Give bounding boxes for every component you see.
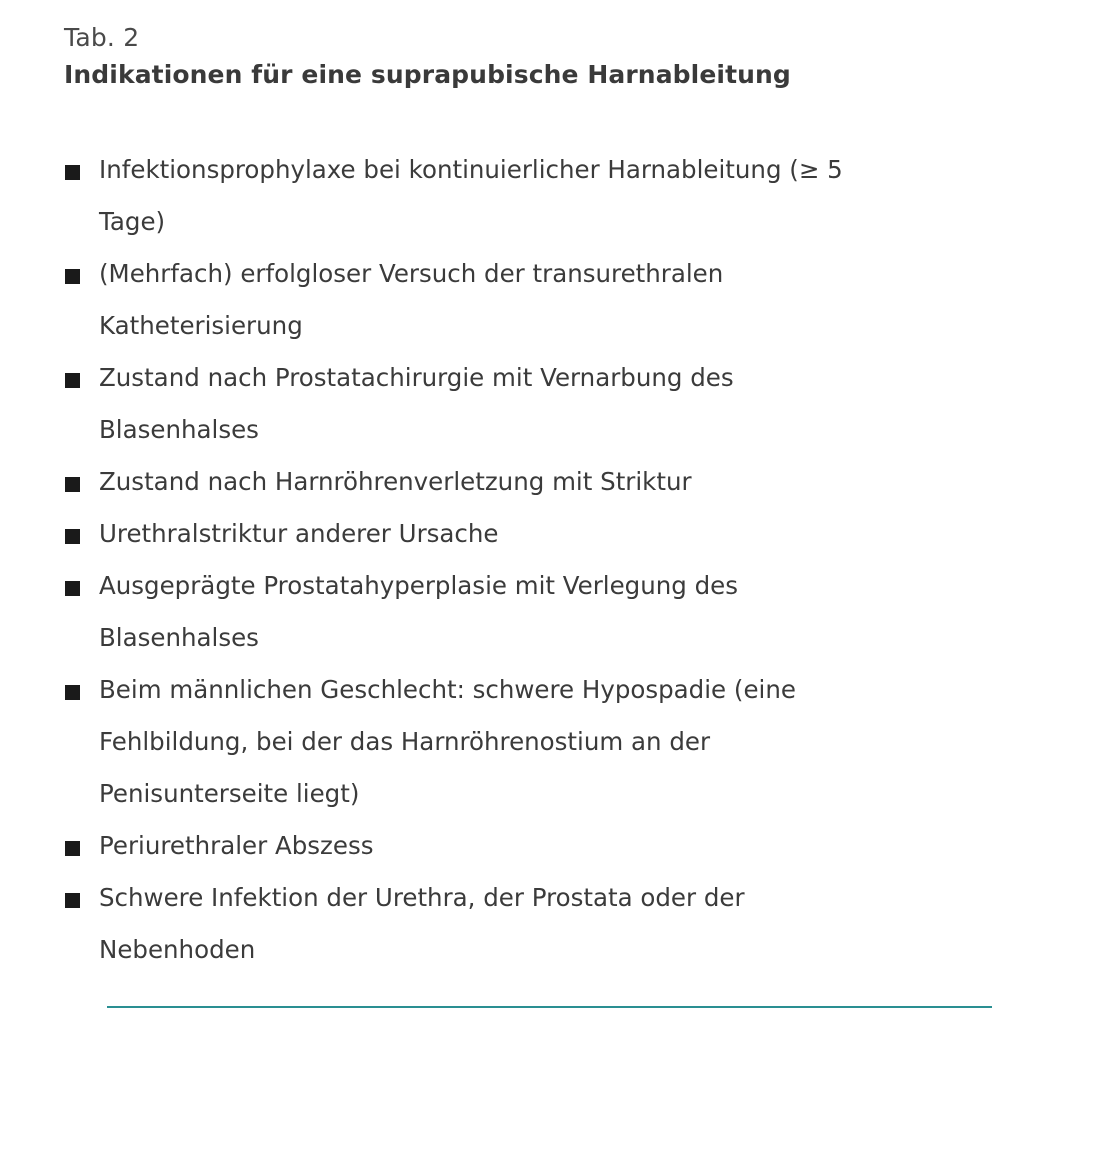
square-bullet-icon — [65, 841, 80, 856]
list-item — [64, 248, 889, 352]
list-item-text: Ausgeprägte Prostatahyperplasie mit Verlegung des Blasenhalses — [99, 570, 739, 652]
list-item — [64, 872, 889, 976]
list-item-text: Beim männlichen Geschlecht: schwere Hypospadie (eine Fehlbildung, bei der das Harnröhrenostium an der Penisunterseite liegt) — [99, 674, 796, 808]
square-bullet-icon — [65, 893, 80, 908]
square-bullet-icon — [65, 685, 80, 700]
list-item — [64, 144, 889, 248]
square-bullet-icon — [65, 373, 80, 388]
bottom-rule — [107, 1006, 992, 1008]
list-item-text: Schwere Infektion der Urethra, der Prostata oder der Nebenhoden — [99, 882, 745, 964]
list-item — [64, 820, 889, 872]
square-bullet-icon — [65, 165, 80, 180]
list-item-text: Periurethraler Abszess — [99, 830, 374, 860]
list-item — [64, 560, 889, 664]
list-item-text: Zustand nach Prostatachirurgie mit Vernarbung des Blasenhalses — [99, 362, 734, 444]
indication-list — [64, 144, 1035, 976]
list-item-text: Infektionsprophylaxe bei kontinuierlicher Harnableitung (≥ 5 Tage) — [99, 154, 843, 236]
square-bullet-icon — [65, 269, 80, 284]
figure-label: Tab. 2 — [64, 23, 140, 52]
list-item — [64, 664, 889, 820]
list-item — [64, 352, 889, 456]
figure-title: Indikationen für eine suprapubische Harnableitung — [64, 60, 791, 90]
list-item-text: Zustand nach Harnröhrenverletzung mit Striktur — [99, 466, 692, 496]
list-item-text: Urethralstriktur anderer Ursache — [99, 518, 499, 548]
list-item-text: (Mehrfach) erfolgloser Versuch der transurethralen Katheterisierung — [99, 258, 724, 340]
list-item — [64, 508, 889, 560]
list-item — [64, 456, 889, 508]
square-bullet-icon — [65, 581, 80, 596]
square-bullet-icon — [65, 477, 80, 492]
square-bullet-icon — [65, 529, 80, 544]
